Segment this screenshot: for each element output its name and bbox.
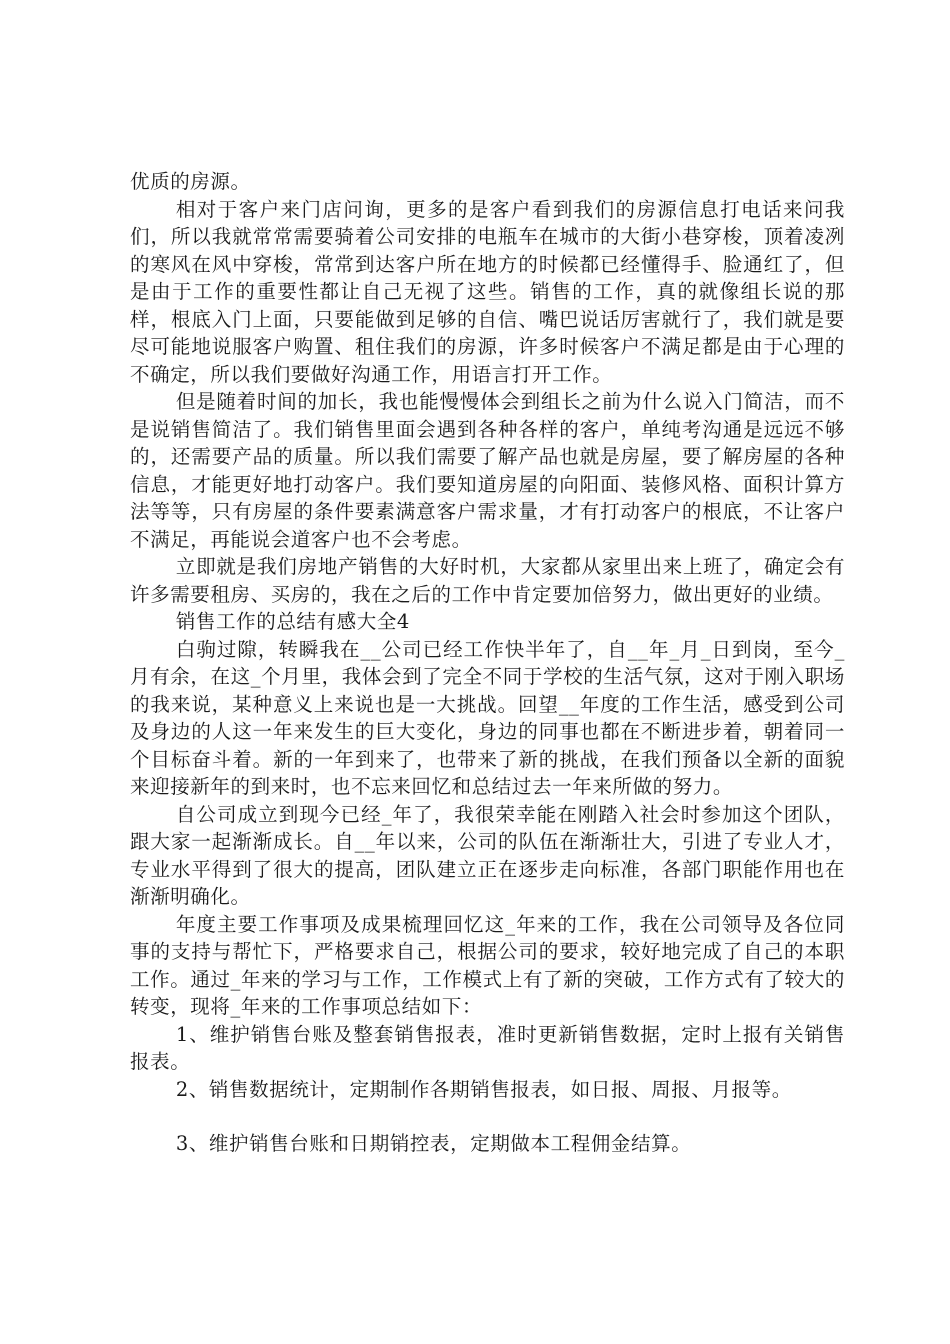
list-item-1: 1、维护销售台账及整套销售报表，准时更新销售数据，定时上报有关销售报表。 bbox=[130, 1022, 845, 1073]
list-item-2: 2、销售数据统计，定期制作各期销售报表，如日报、周报、月报等。 bbox=[175, 1077, 792, 1101]
section-heading: 销售工作的总结有感大全4 bbox=[175, 610, 410, 633]
paragraph-customer-calls: 相对于客户来门店问询，更多的是客户看到我们的房源信息打电话来问我们，所以我就常常需要骑着公司安排的电瓶车在城市的大街小巷穿梭，顶着凌冽的寒风在风中穿梭，常常到达客户所在地方的时候都已经懂得手、脸通红了，但是由于工作的重要性都让自己无视了这些。销售的工作，真的就像组长说的那样，根底入门上面，只要能做到足够的自信、嘴巴说话厉害就行了，我们就是要尽可能地说服客户购置、租住我们的房源，许多时候客户不满足都是由于心理的不确定，所以我们要做好沟通工作，用语言打开工作。 bbox=[130, 197, 845, 386]
paragraph-company-growth: 自公司成立到现今已经_年了，我很荣幸能在刚踏入社会时参加这个团队，跟大家一起渐渐成长。自__年以来，公司的队伍在渐渐壮大，引进了专业人才，专业水平得到了很大的提高，团队建立正在逐步走向标准，各部门职能作用也在渐渐明确化。 bbox=[130, 802, 845, 908]
paragraph-product-knowledge: 但是随着时间的加长，我也能慢慢体会到组长之前为什么说入门简洁，而不是说销售简洁了。我们销售里面会遇到各种各样的客户，单纯考沟通是远远不够的，还需要产品的质量。所以我们需要了解产品也就是房屋，要了解房屋的各种信息，才能更好地打动客户。我们要知道房屋的向阳面、装修风格、面积计算方法等等，只有房屋的条件要素满意客户需求量，才有打动客户的根底，不让客户不满足，再能说会道客户也不会考虑。 bbox=[130, 390, 845, 551]
paragraph-continuation: 优质的房源。 bbox=[130, 170, 251, 193]
paragraph-sales-opportunity: 立即就是我们房地产销售的大好时机，大家都从家里出来上班了，确定会有许多需要租房、买房的，我在之后的工作中肯定要加倍努力，做出更好的业绩。 bbox=[130, 555, 845, 606]
paragraph-annual-review: 年度主要工作事项及成果梳理回忆这_年来的工作，我在公司领导及各位同事的支持与帮忙下，严格要求自己，根据公司的要求，较好地完成了自己的本职工作。通过_年来的学习与工作，工作模式上有了新的突破，工作方式有了较大的转变，现将_年来的工作事项总结如下： bbox=[130, 912, 845, 1018]
list-item-3: 3、维护销售台账和日期销控表，定期做本工程佣金结算。 bbox=[175, 1132, 692, 1155]
document-page bbox=[130, 168, 845, 1158]
paragraph-half-year: 白驹过隙，转瞬我在__公司已经工作快半年了，自__年_月_日到岗，至今_月有余，在这_个月里，我体会到了完全不同于学校的生活气氛，这对于刚入职场的我来说，某种意义上来说也是一大挑战。回望__年度的工作生活，感受到公司及身边的人这一年来发生的巨大变化，身边的同事也都在不断进步着，朝着同一个目标奋斗着。新的一年到来了，也带来了新的挑战，在我们预备以全新的面貌来迎接新年的到来时，也不忘来回忆和总结过去一年来所做的努力。 bbox=[130, 637, 845, 798]
